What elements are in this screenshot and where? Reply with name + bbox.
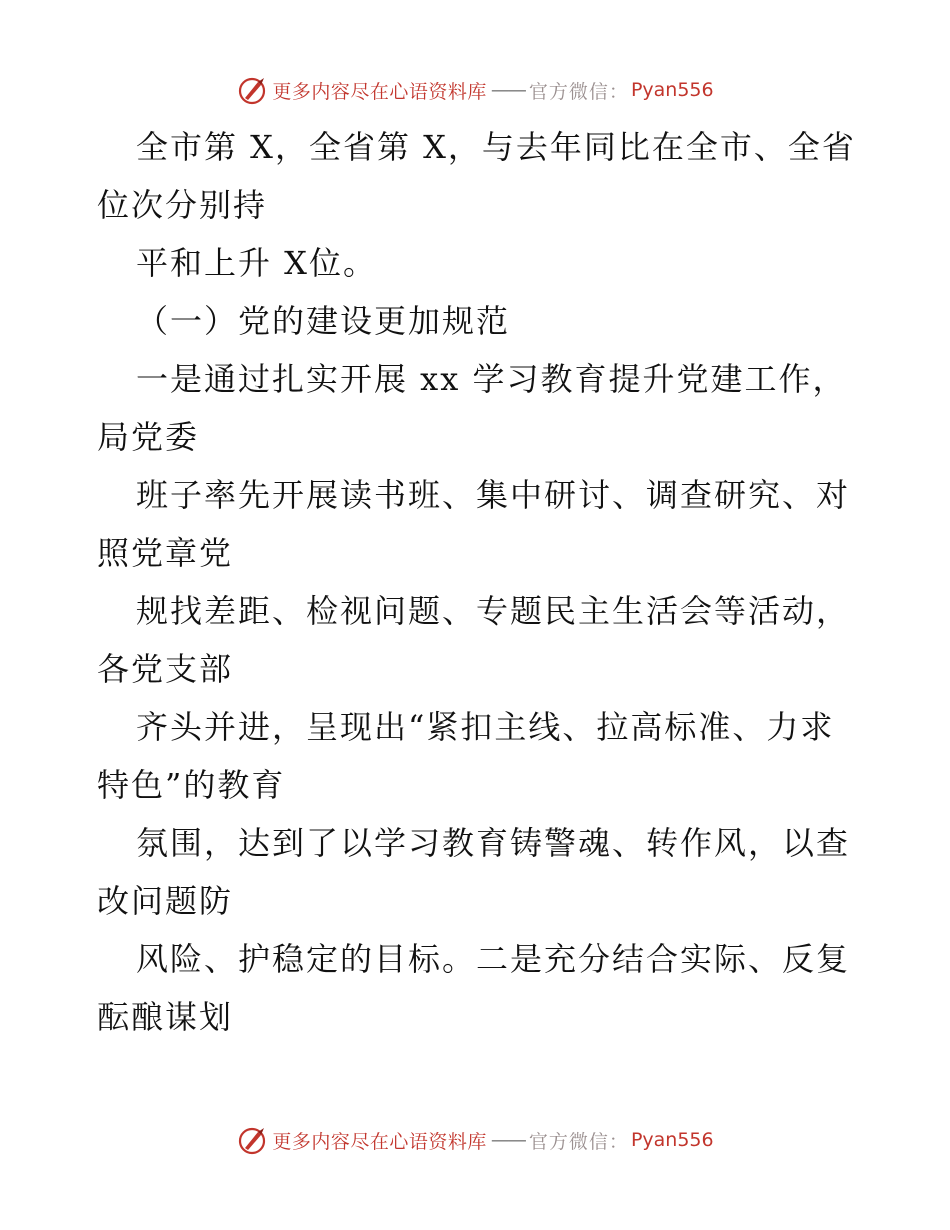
document-body bbox=[0, 118, 950, 1046]
body-line: 照党章党 bbox=[97, 534, 234, 572]
body-line: 酝酿谋划 bbox=[97, 998, 234, 1036]
watermark-dash: —— bbox=[490, 1129, 525, 1151]
watermark-main-text: 更多内容尽在心语资料库 bbox=[272, 80, 487, 103]
watermark-label: 官方微信： bbox=[528, 80, 629, 103]
body-line: 局党委 bbox=[97, 418, 200, 456]
body-line: 班子率先开展读书班、集中研讨、调查研究、对 bbox=[136, 476, 851, 514]
body-line: 位次分别持 bbox=[97, 186, 268, 224]
header-watermark bbox=[0, 70, 950, 110]
body-line: 规找差距、检视问题、专题民主生活会等活动， bbox=[136, 592, 851, 630]
section-heading: （一）党的建设更加规范 bbox=[136, 302, 511, 340]
watermark-label: 官方微信： bbox=[528, 1130, 629, 1153]
body-line: 改问题防 bbox=[97, 882, 234, 920]
body-line: 风险、护稳定的目标。二是充分结合实际、反复 bbox=[136, 940, 851, 978]
watermark-id: Pyan556 bbox=[630, 1129, 714, 1151]
quill-logo-icon bbox=[236, 74, 268, 106]
footer-watermark bbox=[0, 1120, 950, 1160]
body-line: 一是通过扎实开展 xx 学习教育提升党建工作， bbox=[136, 360, 847, 398]
watermark-main-text: 更多内容尽在心语资料库 bbox=[272, 1130, 487, 1153]
body-line: 全市第 X，全省第 X，与去年同比在全市、全省 bbox=[136, 128, 856, 166]
body-line: 齐头并进，呈现出“紧扣主线、拉高标准、力求 bbox=[136, 708, 835, 746]
watermark-id: Pyan556 bbox=[630, 79, 714, 101]
body-line: 氛围，达到了以学习教育铸警魂、转作风，以查 bbox=[136, 824, 851, 862]
body-line: 平和上升 X位。 bbox=[136, 244, 377, 282]
body-line: 各党支部 bbox=[97, 650, 234, 688]
body-line: 特色”的教育 bbox=[97, 766, 286, 804]
quill-logo-icon bbox=[236, 1124, 268, 1156]
watermark-dash: —— bbox=[490, 79, 525, 101]
